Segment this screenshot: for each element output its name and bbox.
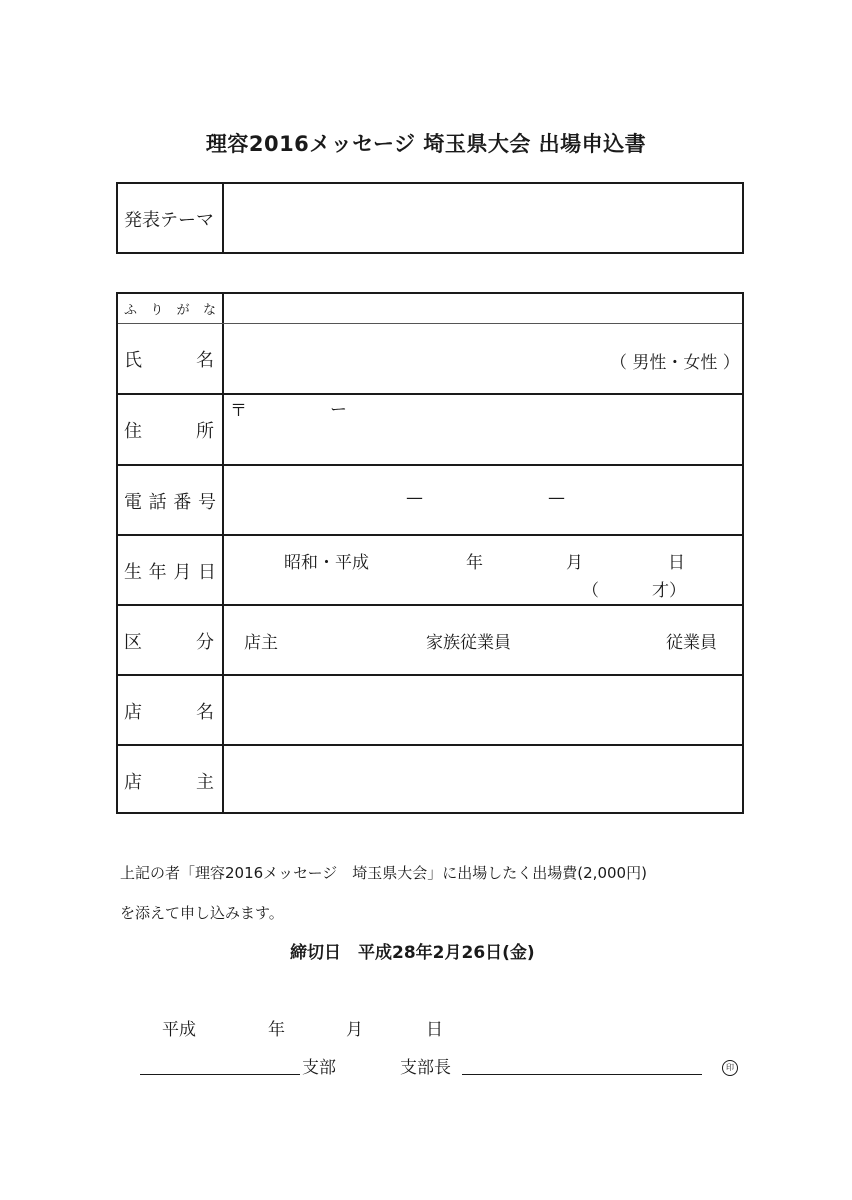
sign-month-unit: 月: [346, 1020, 363, 1040]
deadline: 締切日 平成28年2月26日(金): [290, 943, 535, 963]
owner-label: 店 主: [124, 772, 214, 793]
gender-choice[interactable]: （ 男性・女性 ）: [610, 353, 740, 373]
phone-dash-2: —: [548, 488, 565, 508]
phone-input[interactable]: [226, 466, 742, 533]
branch-name-line[interactable]: [140, 1074, 300, 1075]
shop-name-label: 店 名: [124, 702, 214, 723]
theme-input-area[interactable]: [226, 184, 742, 252]
name-input[interactable]: [226, 325, 606, 392]
address-label: 住 所: [124, 421, 214, 442]
age-close: 才）: [652, 581, 686, 601]
name-label: 氏 名: [124, 350, 214, 371]
furigana-label: ふ り が な: [124, 303, 216, 318]
category-employee-option[interactable]: 従業員: [666, 633, 717, 653]
birth-day-unit: 日: [668, 553, 685, 573]
statement-line-2: を添えて申し込みます。: [120, 904, 284, 922]
furigana-input[interactable]: [226, 294, 742, 322]
birth-month-unit: 月: [566, 553, 583, 573]
form-title: 理容2016メッセージ 埼玉県大会 出場申込書: [205, 132, 647, 156]
owner-input[interactable]: [226, 746, 742, 812]
shop-name-input[interactable]: [226, 676, 742, 743]
sign-day-unit: 日: [426, 1020, 443, 1040]
entry-table: [116, 292, 744, 814]
birth-year-unit: 年: [466, 553, 483, 573]
postal-mark: 〒: [230, 401, 247, 421]
category-label: 区 分: [124, 632, 214, 653]
sign-year-unit: 年: [268, 1020, 285, 1040]
category-family-option[interactable]: 家族従業員: [426, 633, 511, 653]
category-owner-option[interactable]: 店主: [244, 633, 278, 653]
phone-label: 電 話 番 号: [124, 492, 216, 513]
branch-head-label: 支部長: [400, 1058, 451, 1078]
branch-label: 支部: [302, 1058, 336, 1078]
address-input[interactable]: [226, 395, 742, 463]
phone-dash-1: —: [406, 488, 423, 508]
branch-head-name-line[interactable]: [462, 1074, 702, 1075]
statement-line-1: 上記の者「理容2016メッセージ 埼玉県大会」に出場したく出場費(2,000円): [120, 864, 647, 882]
postal-dash: ー: [330, 400, 347, 420]
theme-box: [116, 182, 744, 254]
era-choice[interactable]: 昭和・平成: [284, 553, 369, 573]
sign-era: 平成: [162, 1020, 196, 1040]
birth-label: 生 年 月 日: [124, 562, 216, 583]
theme-label: 発表テーマ: [124, 210, 214, 231]
seal-mark: 印: [722, 1060, 738, 1076]
age-open: （: [582, 581, 599, 601]
